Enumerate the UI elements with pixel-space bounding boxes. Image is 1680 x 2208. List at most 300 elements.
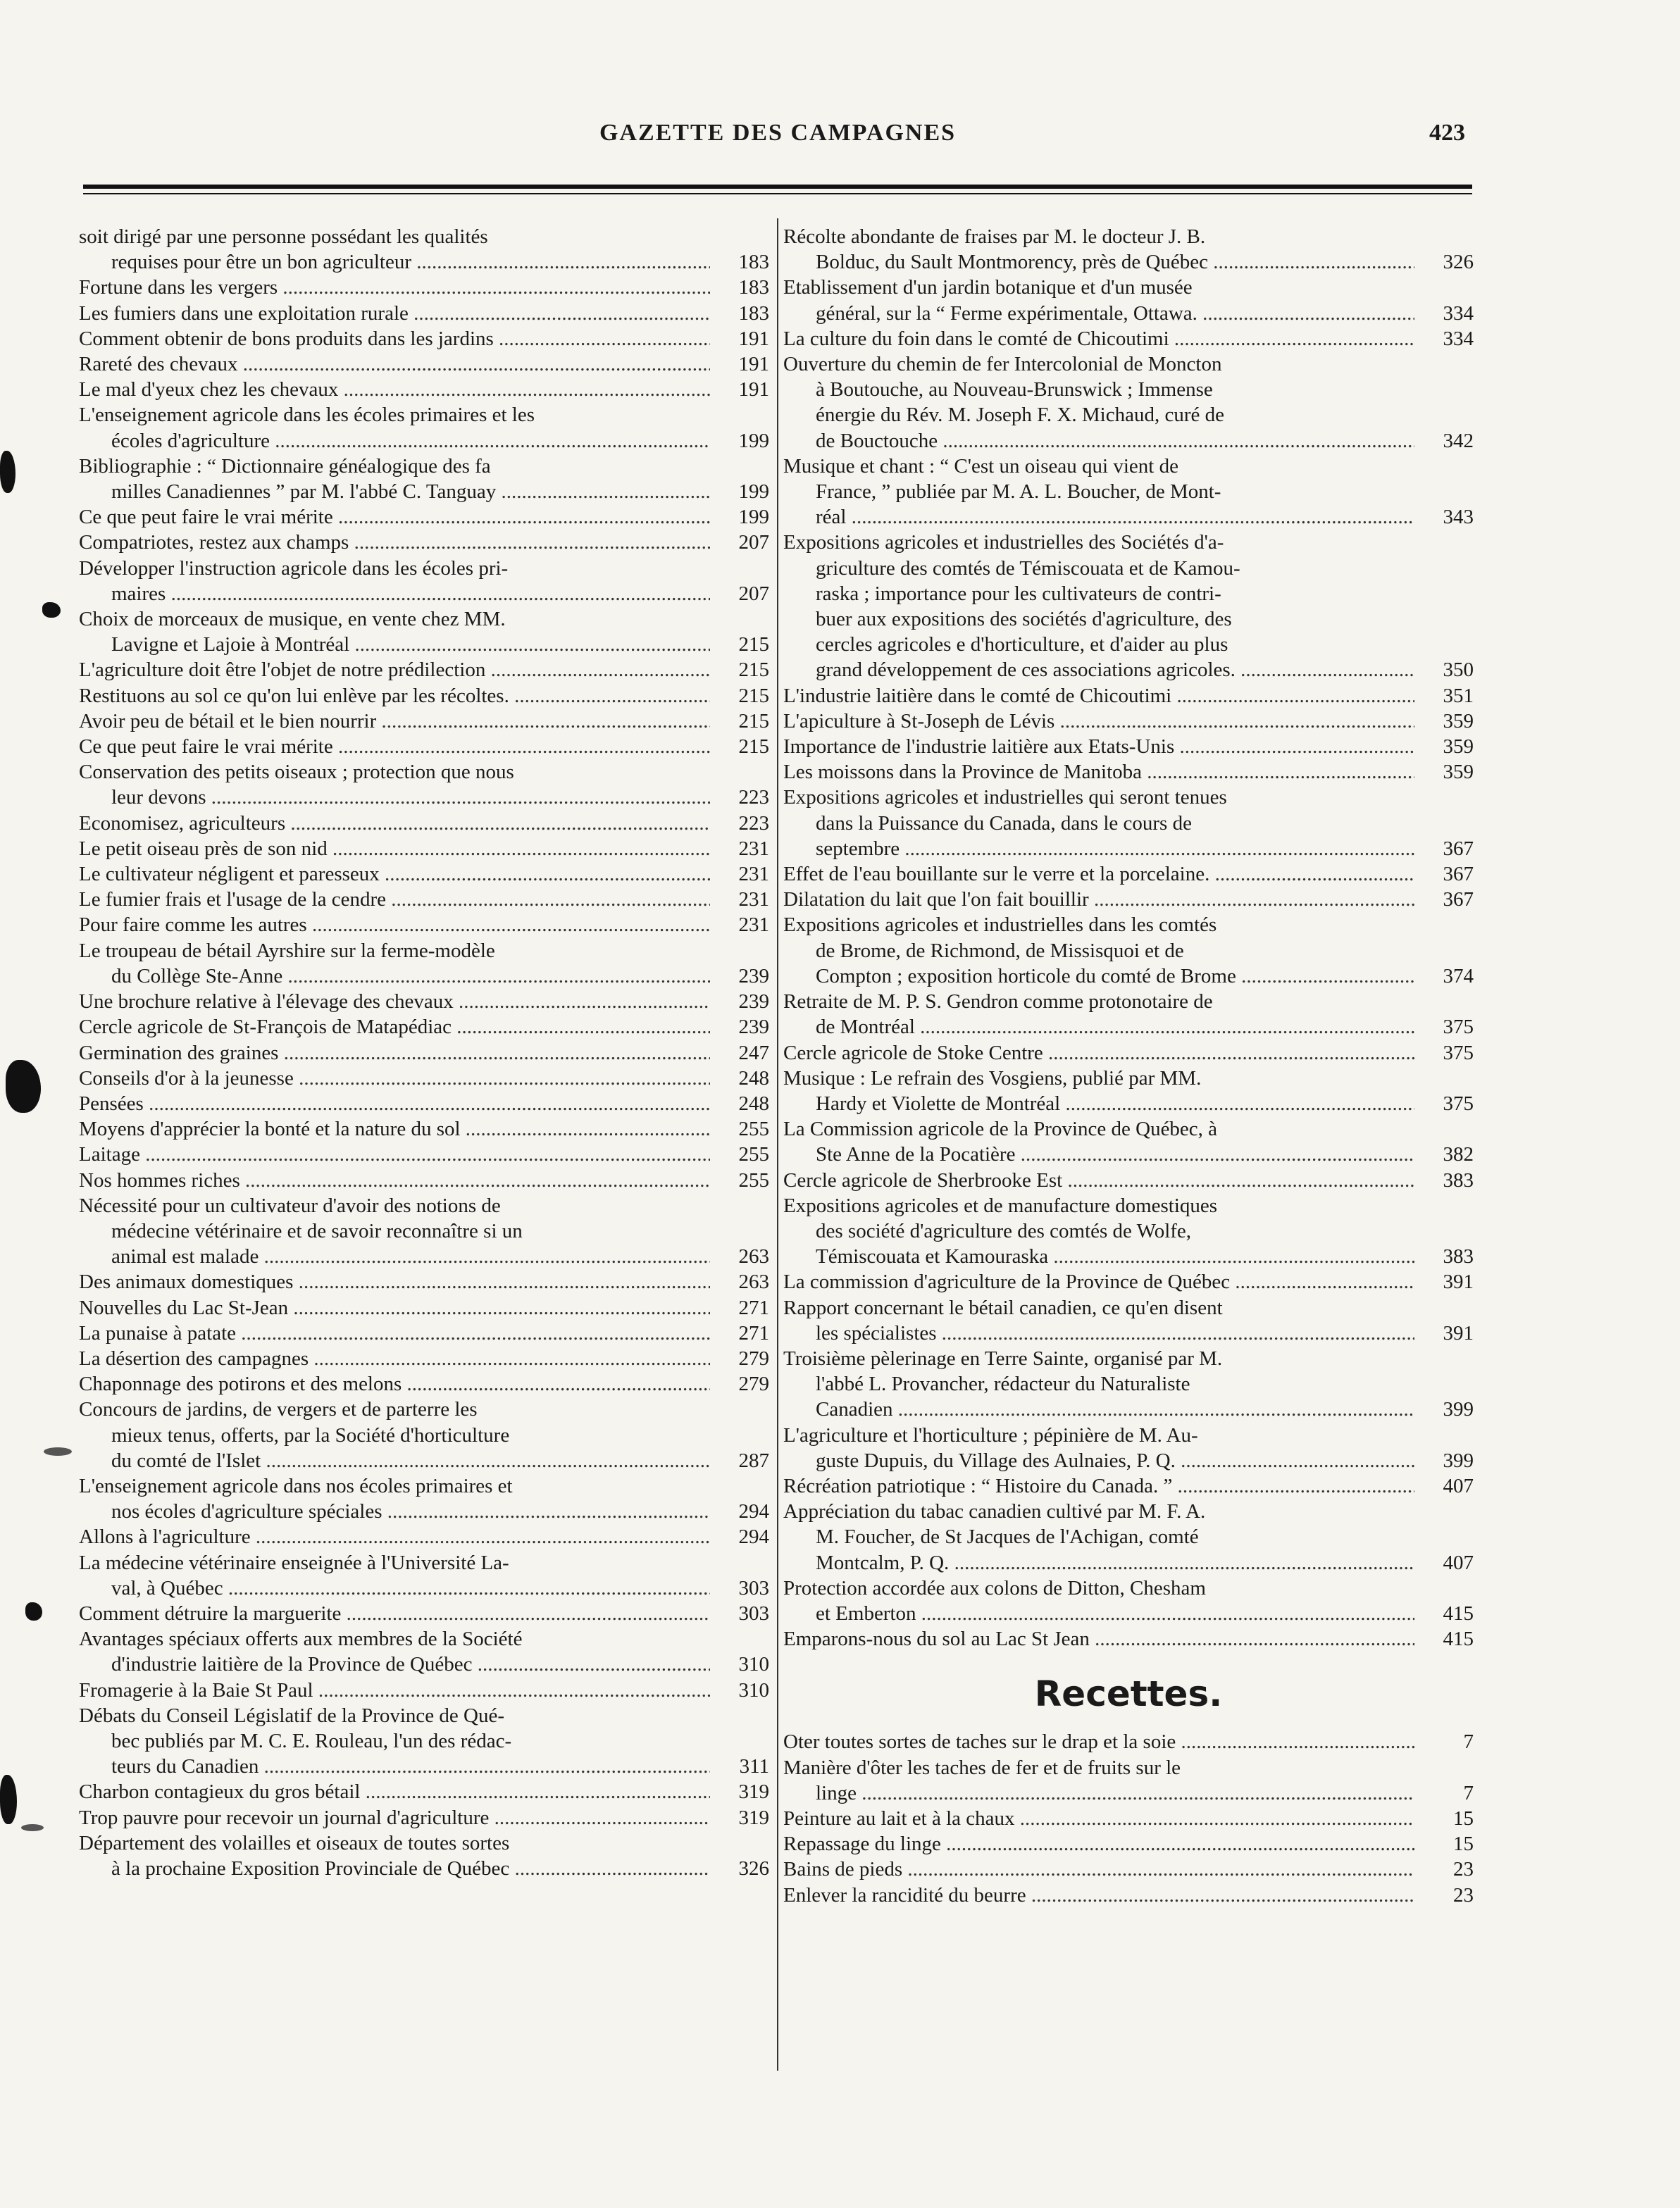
index-entry (79, 938, 769, 989)
index-entry (79, 1040, 769, 1066)
entry-page-number: 255 (710, 1168, 769, 1193)
entry-page-number: 294 (710, 1499, 769, 1524)
entry-page-number: 343 (1414, 504, 1474, 530)
index-entry (79, 275, 769, 300)
index-entry (783, 1883, 1474, 1908)
entry-title-line: général, sur la “ Ferme expérimentale, Ottawa. ..... (783, 301, 1474, 326)
entry-title-line: Bibliographie : “ Dictionnaire généalogique des fa (79, 454, 491, 478)
entry-title-line: Nouvelles du Lac St-Jean ..... (79, 1295, 769, 1321)
recettes-entries (783, 1729, 1474, 1907)
entry-page-number: 382 (1414, 1142, 1474, 1167)
entry-title-line: Bolduc, du Sault Montmorency, près de Québec ..... (783, 249, 1474, 275)
index-entry (783, 1193, 1474, 1270)
index-entry (79, 734, 769, 759)
entry-title-line: Cercle agricole de Stoke Centre ..... (783, 1040, 1474, 1066)
entry-page-number: 310 (710, 1652, 769, 1677)
entry-title-line: et Emberton ..... (783, 1601, 1474, 1626)
entry-page-number: 263 (710, 1244, 769, 1269)
index-entry (79, 861, 769, 887)
entry-page-number: 334 (1414, 326, 1474, 351)
entry-title-line: réal ..... (783, 504, 1474, 530)
entry-page-number: 183 (710, 249, 769, 275)
entry-title-line: Pour faire comme les autres ..... (79, 912, 769, 937)
index-entry (783, 1499, 1474, 1576)
entry-page-number: 255 (710, 1142, 769, 1167)
index-entry (79, 301, 769, 326)
entry-title-line: Montcalm, P. Q. ..... (783, 1550, 1474, 1576)
entry-page-number: 383 (1414, 1244, 1474, 1269)
entry-page-number: 255 (710, 1116, 769, 1142)
entry-title-line: des société d'agriculture des comtés de Wolfe, (816, 1219, 1192, 1242)
index-entry (783, 351, 1474, 454)
index-entry (79, 1601, 769, 1626)
entry-title-line: Développer l'instruction agricole dans les écoles pri- (79, 556, 509, 580)
entry-page-number: 15 (1414, 1806, 1474, 1831)
entry-title-line: Expositions agricoles et industrielles qui seront tenues (783, 786, 1227, 809)
entry-title-line: de Brome, de Richmond, de Missisquoi et de (816, 939, 1184, 962)
entry-page-number: 326 (710, 1856, 769, 1881)
index-entry (79, 556, 769, 606)
entry-page-number: 350 (1414, 657, 1474, 682)
entry-page-number: 239 (710, 963, 769, 989)
entry-title-line: écoles d'agriculture ..... (79, 428, 769, 454)
ink-mark (6, 1060, 41, 1113)
entry-title-line: L'agriculture et l'horticulture ; pépinière de M. Au- (783, 1423, 1198, 1447)
index-entry (783, 1269, 1474, 1295)
entry-title-line: médecine vétérinaire et de savoir reconnaître si un (111, 1219, 523, 1242)
entry-page-number: 215 (710, 632, 769, 657)
entry-title-line: Choix de morceaux de musique, en vente chez MM. (79, 608, 506, 631)
entry-page-number: 223 (710, 811, 769, 836)
running-title: GAZETTE DES CAMPAGNES (599, 120, 957, 146)
entry-title-line: Economisez, agriculteurs ..... (79, 811, 769, 836)
index-entry (79, 1805, 769, 1830)
entry-title-line: buer aux expositions des sociétés d'agriculture, des (816, 608, 1232, 631)
index-entry (783, 1295, 1474, 1346)
entry-title-line: France, ” publiée par M. A. L. Boucher, de Mont- (816, 480, 1221, 504)
entry-page-number: 375 (1414, 1040, 1474, 1066)
entry-page-number: 215 (710, 683, 769, 709)
entry-page-number: 263 (710, 1269, 769, 1295)
entry-title-line: de Bouctouche ..... (783, 428, 1474, 454)
entry-page-number: 399 (1414, 1397, 1474, 1422)
entry-page-number: 359 (1414, 734, 1474, 759)
entry-title-line: L'enseignement agricole dans nos écoles primaires et (79, 1474, 513, 1497)
index-entry (79, 1142, 769, 1167)
entry-page-number: 247 (710, 1040, 769, 1066)
index-entry (783, 530, 1474, 682)
entry-title-line: La désertion des campagnes ..... (79, 1346, 769, 1371)
ink-mark (0, 1775, 17, 1824)
entry-page-number: 415 (1414, 1601, 1474, 1626)
entry-title-line: Le cultivateur négligent et paresseux ..... (79, 861, 769, 887)
entry-page-number: 191 (710, 377, 769, 402)
index-entry (783, 1857, 1474, 1882)
entry-title-line: Appréciation du tabac canadien cultivé par M. F. A. (783, 1500, 1206, 1523)
entry-title-line: Nos hommes riches ..... (79, 1168, 769, 1193)
entry-title-line: de Montréal ..... (783, 1014, 1474, 1040)
entry-page-number: 326 (1414, 249, 1474, 275)
entry-page-number: 231 (710, 912, 769, 937)
entry-title-line: Ste Anne de la Pocatière ..... (783, 1142, 1474, 1167)
entry-title-line: milles Canadiennes ” par M. l'abbé C. Tanguay ..... (79, 479, 769, 504)
entry-page-number: 199 (710, 479, 769, 504)
entry-title-line: Enlever la rancidité du beurre ..... (783, 1883, 1474, 1908)
index-entry (79, 912, 769, 937)
entry-title-line: Peinture au lait et à la chaux ..... (783, 1806, 1474, 1831)
entry-title-line: Retraite de M. P. S. Gendron comme protonotaire de (783, 990, 1213, 1013)
entry-title-line: Emparons-nous du sol au Lac St Jean ..... (783, 1626, 1474, 1652)
entry-title-line: Bains de pieds ..... (783, 1857, 1474, 1882)
entry-title-line: La Commission agricole de la Province de Québec, à (783, 1118, 1218, 1141)
entry-page-number: 303 (710, 1601, 769, 1626)
index-entry (783, 326, 1474, 351)
entry-title-line: Lavigne et Lajoie à Montréal ..... (79, 632, 769, 657)
entry-title-line: Cercle agricole de Sherbrooke Est ..... (783, 1168, 1474, 1193)
entry-title-line: Germination des graines ..... (79, 1040, 769, 1066)
index-entry (783, 785, 1474, 861)
entry-page-number: 207 (710, 581, 769, 606)
entry-title-line: Protection accordée aux colons de Ditton, Chesham (783, 1576, 1206, 1599)
entry-title-line: Chaponnage des potirons et des melons ..... (79, 1371, 769, 1397)
index-entry (79, 1703, 769, 1780)
index-entry (79, 606, 769, 657)
entry-page-number: 231 (710, 887, 769, 912)
index-entry (783, 759, 1474, 785)
entry-title-line: cercles agricoles e d'horticulture, et d'aider au plus (816, 633, 1228, 656)
entry-title-line: du Collège Ste-Anne ..... (79, 963, 769, 989)
entry-page-number: 279 (710, 1346, 769, 1371)
entry-page-number: 23 (1414, 1883, 1474, 1908)
entry-page-number: 239 (710, 1014, 769, 1040)
entry-page-number: 287 (710, 1448, 769, 1473)
ink-mark (42, 602, 61, 618)
entry-page-number: 191 (710, 351, 769, 377)
entry-page-number: 191 (710, 326, 769, 351)
index-entry (783, 454, 1474, 530)
entry-page-number: 374 (1414, 963, 1474, 989)
entry-title-line: Concours de jardins, de vergers et de parterre les (79, 1398, 478, 1421)
ink-mark (0, 451, 15, 493)
index-entry (79, 836, 769, 861)
index-entry (79, 811, 769, 836)
index-entry (79, 1550, 769, 1601)
entry-page-number: 183 (710, 275, 769, 300)
index-entry (783, 1116, 1474, 1167)
entry-title-line: Troisième pèlerinage en Terre Sainte, organisé par M. (783, 1347, 1223, 1370)
entry-page-number: 215 (710, 709, 769, 734)
entry-title-line: Compton ; exposition horticole du comté de Brome ..... (783, 963, 1474, 989)
index-entry (783, 1576, 1474, 1626)
entry-title-line: linge ..... (783, 1780, 1474, 1806)
index-entry (783, 1423, 1474, 1473)
index-entry (79, 1779, 769, 1804)
index-entry (79, 351, 769, 377)
entry-title-line: Importance de l'industrie laitière aux Etats-Unis ..... (783, 734, 1474, 759)
entry-page-number: 23 (1414, 1857, 1474, 1882)
entry-title-line: Moyens d'apprécier la bonté et la nature du sol ..... (79, 1116, 769, 1142)
entry-title-line: Fortune dans les vergers ..... (79, 275, 769, 300)
entry-title-line: Le troupeau de bétail Ayrshire sur la ferme-modèle (79, 939, 495, 962)
index-entry (783, 734, 1474, 759)
entry-page-number: 231 (710, 861, 769, 887)
entry-page-number: 342 (1414, 428, 1474, 454)
entry-title-line: Expositions agricoles et industrielles dans les comtés (783, 913, 1217, 937)
index-entry (79, 1269, 769, 1295)
entry-page-number: 319 (710, 1779, 769, 1804)
entry-title-line: à la prochaine Exposition Provinciale de Québec ..... (79, 1856, 769, 1881)
entry-title-line: Cercle agricole de St-François de Matapédiac ..... (79, 1014, 769, 1040)
entry-page-number: 239 (710, 989, 769, 1014)
entry-page-number: 407 (1414, 1473, 1474, 1499)
index-entry (79, 1524, 769, 1549)
index-entry (79, 1321, 769, 1346)
index-entry (783, 1168, 1474, 1193)
entry-title-line: requises pour être un bon agriculteur ..... (79, 249, 769, 275)
index-entry (79, 402, 769, 453)
entry-title-line: Musique et chant : “ C'est un oiseau qui vient de (783, 454, 1178, 478)
entry-title-line: septembre ..... (783, 836, 1474, 861)
index-entry (79, 224, 769, 275)
entry-title-line: teurs du Canadien ..... (79, 1754, 769, 1779)
entry-title-line: Allons à l'agriculture ..... (79, 1524, 769, 1549)
ink-mark (21, 1824, 44, 1831)
entry-title-line: Le fumier frais et l'usage de la cendre ..... (79, 887, 769, 912)
entry-title-line: Rareté des chevaux ..... (79, 351, 769, 377)
entry-title-line: Ce que peut faire le vrai mérite ..... (79, 734, 769, 759)
entry-title-line: Ouverture du chemin de fer Intercolonial de Moncton (783, 353, 1222, 376)
entry-title-line: La médecine vétérinaire enseignée à l'Université La- (79, 1551, 509, 1574)
entry-title-line: Ce que peut faire le vrai mérite ..... (79, 504, 769, 530)
entry-title-line: nos écoles d'agriculture spéciales ..... (79, 1499, 769, 1524)
index-entry (79, 1066, 769, 1091)
entry-page-number: 391 (1414, 1269, 1474, 1295)
entry-title-line: M. Foucher, de St Jacques de l'Achigan, comté (816, 1526, 1199, 1549)
index-entry (783, 1755, 1474, 1806)
entry-title-line: L'agriculture doit être l'objet de notre prédilection ..... (79, 657, 769, 682)
entry-title-line: Effet de l'eau bouillante sur le verre et la porcelaine. ..... (783, 861, 1474, 887)
entry-title-line: Rapport concernant le bétail canadien, ce qu'en disent (783, 1296, 1223, 1319)
entry-title-line: du comté de l'Islet ..... (79, 1448, 769, 1473)
index-entry (79, 1295, 769, 1321)
left-index-column (79, 224, 769, 1881)
entry-title-line: L'enseignement agricole dans les écoles primaires et les (79, 404, 535, 427)
entry-title-line: val, à Québec ..... (79, 1576, 769, 1601)
entry-title-line: Expositions agricoles et de manufacture domestiques (783, 1194, 1218, 1217)
entry-page-number: 207 (710, 530, 769, 555)
entry-title-line: Manière d'ôter les taches de fer et de fruits sur le (783, 1756, 1181, 1779)
recettes-heading: Recettes. (1034, 1673, 1223, 1715)
entry-title-line: guste Dupuis, du Village des Aulnaies, P. Q. ..... (783, 1448, 1474, 1473)
ink-mark (44, 1447, 72, 1456)
entry-title-line: bec publiés par M. C. E. Rouleau, l'un des rédac- (111, 1729, 512, 1752)
entry-title-line: Fromagerie à la Baie St Paul ..... (79, 1678, 769, 1703)
index-entry (783, 1806, 1474, 1831)
index-entry (783, 1729, 1474, 1754)
entry-title-line: griculture des comtés de Témiscouata et de Kamou- (816, 556, 1240, 580)
entry-title-line: l'abbé L. Provancher, rédacteur du Naturaliste (816, 1373, 1190, 1396)
index-entry (79, 1116, 769, 1142)
index-entry (79, 1346, 769, 1371)
header-rule-thin (83, 193, 1472, 194)
index-entry (783, 989, 1474, 1040)
index-entry (783, 224, 1474, 275)
entry-page-number: 311 (710, 1754, 769, 1779)
entry-page-number: 375 (1414, 1091, 1474, 1116)
entry-title-line: Musique : Le refrain des Vosgiens, publié par MM. (783, 1066, 1202, 1090)
entry-title-line: les spécialistes ..... (783, 1321, 1474, 1346)
index-entry (79, 1193, 769, 1270)
entry-title-line: Etablissement d'un jardin botanique et d'un musée (783, 276, 1193, 299)
entry-page-number: 279 (710, 1371, 769, 1397)
entry-page-number: 223 (710, 785, 769, 810)
column-divider (777, 218, 778, 2071)
entry-title-line: Débats du Conseil Législatif de la Province de Qué- (79, 1704, 505, 1727)
entry-title-line: à Boutouche, au Nouveau-Brunswick ; Immense (816, 378, 1213, 401)
entry-title-line: Récréation patriotique : “ Histoire du Canada. ” ..... (783, 1473, 1474, 1499)
entry-title-line: Canadien ..... (783, 1397, 1474, 1422)
entry-page-number: 215 (710, 657, 769, 682)
entry-title-line: énergie du Rév. M. Joseph F. X. Michaud, curé de (816, 404, 1224, 427)
entry-page-number: 367 (1414, 887, 1474, 912)
index-entry (79, 530, 769, 555)
entry-title-line: Charbon contagieux du gros bétail ..... (79, 1779, 769, 1804)
entry-page-number: 383 (1414, 1168, 1474, 1193)
index-entry (79, 989, 769, 1014)
index-entry (783, 861, 1474, 887)
entry-title-line: raska ; importance pour les cultivateurs de contri- (816, 582, 1221, 605)
index-entry (783, 1831, 1474, 1857)
entry-page-number: 271 (710, 1295, 769, 1321)
entry-page-number: 319 (710, 1805, 769, 1830)
page-number: 423 (1429, 120, 1465, 146)
entry-title-line: Nécessité pour un cultivateur d'avoir des notions de (79, 1194, 501, 1217)
entry-title-line: Restituons au sol ce qu'on lui enlève par les récoltes. ..... (79, 683, 769, 709)
index-entry (783, 1066, 1474, 1116)
index-entry (79, 657, 769, 682)
right-index-entries (783, 224, 1474, 1652)
entry-page-number: 215 (710, 734, 769, 759)
margin-ink-marks (0, 0, 56, 2208)
index-entry (783, 1473, 1474, 1499)
index-entry (79, 1830, 769, 1881)
index-entry (79, 1371, 769, 1397)
ink-mark (25, 1602, 42, 1621)
index-entry (79, 683, 769, 709)
entry-page-number: 399 (1414, 1448, 1474, 1473)
index-entry (783, 275, 1474, 325)
entry-title-line: Compatriotes, restez aux champs ..... (79, 530, 769, 555)
entry-title-line: Comment obtenir de bons produits dans les jardins ..... (79, 326, 769, 351)
entry-title-line: grand développement de ces associations agricoles. ..... (783, 657, 1474, 682)
entry-title-line: Comment détruire la marguerite ..... (79, 1601, 769, 1626)
right-index-column (783, 224, 1474, 1908)
index-entry (79, 1678, 769, 1703)
index-entry (79, 377, 769, 402)
index-entry (783, 1346, 1474, 1423)
entry-page-number: 367 (1414, 836, 1474, 861)
entry-title-line: Le mal d'yeux chez les chevaux ..... (79, 377, 769, 402)
index-entry (79, 454, 769, 504)
entry-page-number: 294 (710, 1524, 769, 1549)
entry-page-number: 7 (1414, 1729, 1474, 1754)
index-entry (79, 1091, 769, 1116)
entry-page-number: 359 (1414, 759, 1474, 785)
index-entry (79, 759, 769, 810)
entry-title-line: Récolte abondante de fraises par M. le docteur J. B. (783, 225, 1206, 248)
entry-title-line: La commission d'agriculture de la Province de Québec ..... (783, 1269, 1474, 1295)
index-entry (783, 709, 1474, 734)
entry-page-number: 248 (710, 1066, 769, 1091)
index-entry (783, 887, 1474, 912)
entry-title-line: Conseils d'or à la jeunesse ..... (79, 1066, 769, 1091)
entry-title-line: Avoir peu de bétail et le bien nourrir ..... (79, 709, 769, 734)
entry-title-line: La punaise à patate ..... (79, 1321, 769, 1346)
entry-title-line: Témiscouata et Kamouraska ..... (783, 1244, 1474, 1269)
index-entry (79, 504, 769, 530)
entry-title-line: Pensées ..... (79, 1091, 769, 1116)
entry-title-line: maires ..... (79, 581, 769, 606)
index-entry (79, 1168, 769, 1193)
entry-title-line: Dilatation du lait que l'on fait bouillir ..... (783, 887, 1474, 912)
entry-title-line: Hardy et Violette de Montréal ..... (783, 1091, 1474, 1116)
entry-title-line: Les fumiers dans une exploitation rurale ..... (79, 301, 769, 326)
entry-title-line: Une brochure relative à l'élevage des chevaux ..... (79, 989, 769, 1014)
entry-page-number: 7 (1414, 1780, 1474, 1806)
entry-title-line: Département des volailles et oiseaux de toutes sortes (79, 1831, 510, 1854)
page-header (83, 120, 1472, 162)
entry-page-number: 231 (710, 836, 769, 861)
index-entry (79, 1014, 769, 1040)
entry-title-line: Expositions agricoles et industrielles des Sociétés d'a- (783, 531, 1224, 554)
entry-page-number: 407 (1414, 1550, 1474, 1576)
entry-title-line: soit dirigé par une personne possédant les qualités (79, 225, 488, 248)
entry-title-line: mieux tenus, offerts, par la Société d'horticulture (111, 1423, 510, 1447)
index-entry (79, 709, 769, 734)
index-entry (783, 912, 1474, 989)
entry-title-line: Oter toutes sortes de taches sur le drap et la soie ..... (783, 1729, 1474, 1754)
entry-title-line: Avantages spéciaux offerts aux membres de la Société (79, 1628, 523, 1651)
index-entry (783, 1626, 1474, 1652)
entry-page-number: 199 (710, 428, 769, 454)
entry-title-line: dans la Puissance du Canada, dans le cours de (816, 811, 1192, 835)
entry-title-line: L'industrie laitière dans le comté de Chicoutimi ..... (783, 683, 1474, 709)
entry-title-line: Les moissons dans la Province de Manitoba ..... (783, 759, 1474, 785)
entry-page-number: 303 (710, 1576, 769, 1601)
entry-title-line: Trop pauvre pour recevoir un journal d'agriculture ..... (79, 1805, 769, 1830)
entry-page-number: 415 (1414, 1626, 1474, 1652)
entry-title-line: L'apiculture à St-Joseph de Lévis ..... (783, 709, 1474, 734)
entry-page-number: 367 (1414, 861, 1474, 887)
index-entry (79, 887, 769, 912)
index-entry (79, 1473, 769, 1524)
entry-title-line: Le petit oiseau près de son nid ..... (79, 836, 769, 861)
entry-title-line: Conservation des petits oiseaux ; protection que nous (79, 761, 514, 784)
entry-page-number: 271 (710, 1321, 769, 1346)
entry-page-number: 391 (1414, 1321, 1474, 1346)
entry-title-line: animal est malade ..... (79, 1244, 769, 1269)
entry-title-line: Laitage ..... (79, 1142, 769, 1167)
index-entry (783, 683, 1474, 709)
entry-page-number: 375 (1414, 1014, 1474, 1040)
entry-title-line: leur devons ..... (79, 785, 769, 810)
entry-page-number: 183 (710, 301, 769, 326)
entry-page-number: 199 (710, 504, 769, 530)
index-entry (79, 1397, 769, 1473)
index-entry (783, 1040, 1474, 1066)
entry-page-number: 15 (1414, 1831, 1474, 1857)
entry-title-line: d'industrie laitière de la Province de Québec ..... (79, 1652, 769, 1677)
